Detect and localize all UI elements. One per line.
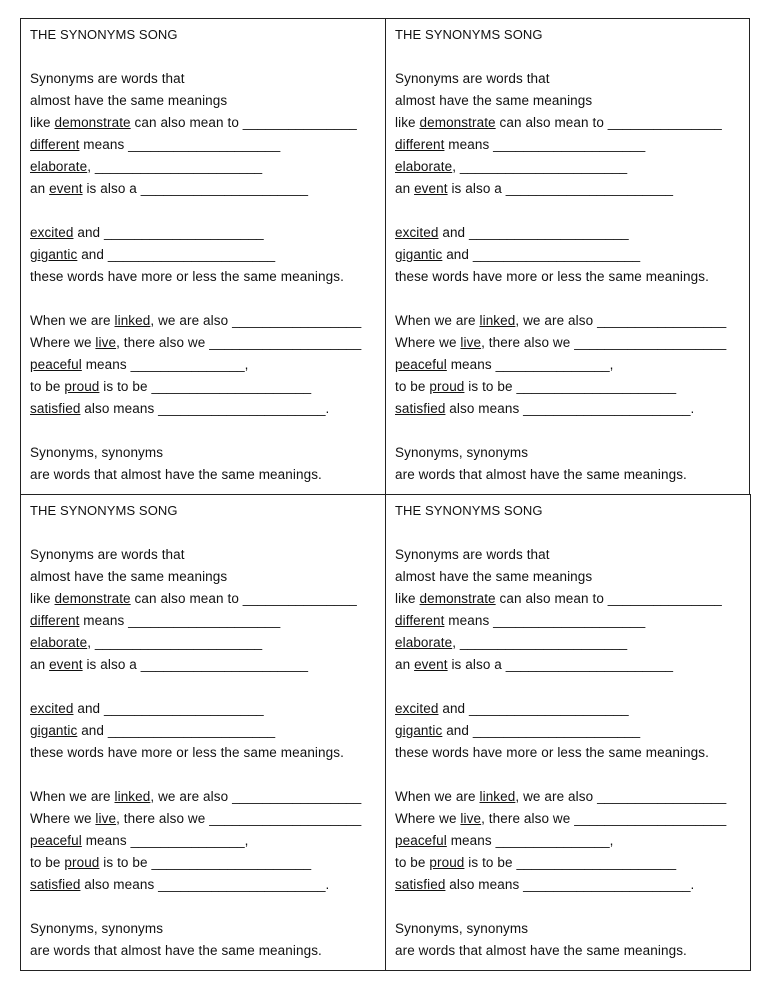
song-line (395, 244, 749, 266)
vocabulary-word: elaborate (395, 635, 453, 650)
line-text: an (30, 181, 50, 196)
line-text: Synonyms are words that (395, 71, 550, 86)
line-text: Synonyms, synonyms (30, 445, 164, 460)
vocabulary-word: demonstrate (54, 115, 131, 130)
line-text: When we are (30, 789, 115, 804)
vocabulary-word: satisfied (30, 401, 81, 416)
song-line (30, 398, 385, 420)
line-text: and _____________________ (73, 225, 264, 240)
song-line (30, 654, 385, 676)
blank-line (30, 764, 385, 786)
line-text: , there also we ____________________ (116, 811, 362, 826)
song-line (30, 156, 385, 178)
song-line (30, 940, 385, 962)
vocabulary-word: live (95, 335, 117, 350)
song-line (395, 918, 750, 940)
song-line (30, 588, 385, 610)
vocabulary-word: proud (64, 855, 100, 870)
blank-line (30, 522, 385, 544)
vocabulary-word: gigantic (395, 247, 443, 262)
song-line (30, 566, 385, 588)
song-line (395, 442, 749, 464)
vocabulary-word: different (395, 613, 445, 628)
vocabulary-word: linked (114, 313, 151, 328)
vocabulary-word: elaborate (30, 635, 88, 650)
song-line (30, 112, 385, 134)
song-line (395, 134, 749, 156)
song-title: THE SYNONYMS SONG (30, 503, 178, 518)
song-card (20, 18, 386, 495)
vocabulary-word: excited (395, 225, 439, 240)
line-text: like (395, 591, 420, 606)
line-text: , ______________________ (452, 635, 628, 650)
line-text: , there also we ____________________ (481, 811, 727, 826)
song-line (30, 310, 385, 332)
vocabulary-word: peaceful (30, 833, 82, 848)
song-line (395, 610, 750, 632)
vocabulary-word: different (395, 137, 445, 152)
line-text: , we are also _________________ (515, 313, 727, 328)
line-text: Synonyms, synonyms (395, 445, 529, 460)
vocabulary-word: satisfied (30, 877, 81, 892)
line-text: , there also we ____________________ (116, 335, 362, 350)
line-text: , we are also _________________ (150, 789, 362, 804)
song-card (385, 18, 750, 495)
line-text: these words have more or less the same meanings. (30, 269, 344, 284)
line-text: to be (395, 855, 430, 870)
song-line (395, 786, 750, 808)
line-text: Where we (30, 811, 96, 826)
line-text: are words that almost have the same meanings. (30, 467, 322, 482)
song-line (395, 178, 749, 200)
blank-line (395, 46, 749, 68)
song-line (395, 544, 750, 566)
blank-line (395, 420, 749, 442)
line-text: to be (30, 379, 65, 394)
vocabulary-word: different (30, 137, 80, 152)
line-text: can also mean to _______________ (495, 591, 722, 606)
vocabulary-word: satisfied (395, 401, 446, 416)
blank-line (395, 200, 749, 222)
vocabulary-word: proud (64, 379, 100, 394)
vocabulary-word: excited (395, 701, 439, 716)
line-text: and ______________________ (442, 723, 641, 738)
line-text: to be (30, 855, 65, 870)
song-line (395, 566, 750, 588)
line-text: are words that almost have the same meanings. (395, 467, 687, 482)
line-text: like (30, 591, 55, 606)
line-text: is to be _____________________ (464, 855, 677, 870)
song-line (395, 310, 749, 332)
line-text: Synonyms are words that (30, 547, 185, 562)
song-card (20, 494, 386, 971)
line-text: are words that almost have the same meanings. (30, 943, 322, 958)
song-line (395, 464, 749, 486)
song-line (395, 698, 750, 720)
vocabulary-word: elaborate (30, 159, 88, 174)
line-text: is also a ______________________ (82, 657, 309, 672)
line-text: Synonyms are words that (395, 547, 550, 562)
line-text: is also a ______________________ (447, 181, 674, 196)
line-text: also means ______________________. (80, 401, 330, 416)
line-text: When we are (395, 313, 480, 328)
line-text: an (30, 657, 50, 672)
song-line (395, 332, 749, 354)
song-line (30, 90, 385, 112)
song-line (395, 720, 750, 742)
song-line (395, 632, 750, 654)
line-text: can also mean to _______________ (130, 591, 357, 606)
line-text: , we are also _________________ (515, 789, 727, 804)
vocabulary-word: peaceful (395, 357, 447, 372)
vocabulary-word: demonstrate (54, 591, 131, 606)
blank-line (30, 420, 385, 442)
song-line (395, 354, 749, 376)
line-text: and _____________________ (438, 225, 629, 240)
song-line (395, 68, 749, 90)
song-line (395, 266, 749, 288)
blank-line (395, 764, 750, 786)
song-line (30, 874, 385, 896)
line-text: means ____________________ (444, 137, 646, 152)
song-line (30, 68, 385, 90)
vocabulary-word: proud (429, 379, 465, 394)
blank-line (395, 676, 750, 698)
blank-line (395, 288, 749, 310)
vocabulary-word: different (30, 613, 80, 628)
vocabulary-word: proud (429, 855, 465, 870)
line-text: Where we (395, 811, 461, 826)
line-text: and ______________________ (442, 247, 641, 262)
line-text: and _____________________ (438, 701, 629, 716)
line-text: is to be _____________________ (99, 379, 312, 394)
line-text: means ____________________ (444, 613, 646, 628)
line-text: When we are (30, 313, 115, 328)
song-line (395, 874, 750, 896)
song-line (30, 610, 385, 632)
line-text: and ______________________ (77, 247, 276, 262)
line-text: to be (395, 379, 430, 394)
line-text: , ______________________ (452, 159, 628, 174)
blank-line (30, 200, 385, 222)
vocabulary-word: live (460, 811, 482, 826)
line-text: an (395, 181, 415, 196)
vocabulary-word: excited (30, 225, 74, 240)
line-text: like (395, 115, 420, 130)
line-text: is also a ______________________ (82, 181, 309, 196)
song-line (30, 830, 385, 852)
line-text: , ______________________ (87, 159, 263, 174)
blank-line (30, 896, 385, 918)
line-text: are words that almost have the same meanings. (395, 943, 687, 958)
line-text: Where we (30, 335, 96, 350)
song-line (30, 178, 385, 200)
song-line (30, 244, 385, 266)
line-text: Synonyms, synonyms (395, 921, 529, 936)
line-text: means _______________, (81, 833, 249, 848)
vocabulary-word: linked (479, 313, 516, 328)
line-text: almost have the same meanings (30, 569, 228, 584)
song-line (395, 398, 749, 420)
song-line (30, 442, 385, 464)
worksheet (20, 18, 750, 970)
line-text: Where we (395, 335, 461, 350)
line-text: is to be _____________________ (464, 379, 677, 394)
blank-line (30, 676, 385, 698)
song-line (395, 940, 750, 962)
line-text: Synonyms, synonyms (30, 921, 164, 936)
song-line (30, 354, 385, 376)
song-line (30, 266, 385, 288)
song-line (395, 112, 749, 134)
song-line (395, 808, 750, 830)
song-line (395, 654, 750, 676)
song-line (30, 464, 385, 486)
song-line (30, 544, 385, 566)
line-text: can also mean to _______________ (130, 115, 357, 130)
vocabulary-word: event (49, 181, 83, 196)
line-text: also means ______________________. (445, 877, 695, 892)
vocabulary-word: satisfied (395, 877, 446, 892)
song-line (30, 632, 385, 654)
blank-line (30, 46, 385, 68)
line-text: means _______________, (81, 357, 249, 372)
line-text: an (395, 657, 415, 672)
vocabulary-word: live (95, 811, 117, 826)
line-text: means _______________, (446, 357, 614, 372)
line-text: like (30, 115, 55, 130)
song-line (395, 222, 749, 244)
vocabulary-word: linked (114, 789, 151, 804)
vocabulary-word: live (460, 335, 482, 350)
line-text: means _______________, (446, 833, 614, 848)
vocabulary-word: event (49, 657, 83, 672)
line-text: almost have the same meanings (395, 93, 593, 108)
line-text: can also mean to _______________ (495, 115, 722, 130)
blank-line (30, 288, 385, 310)
line-text: means ____________________ (79, 137, 281, 152)
song-line (395, 376, 749, 398)
song-card (385, 494, 751, 971)
line-text: , there also we ____________________ (481, 335, 727, 350)
blank-line (395, 522, 750, 544)
line-text: also means ______________________. (80, 877, 330, 892)
song-line (30, 852, 385, 874)
song-line (395, 156, 749, 178)
song-line (30, 376, 385, 398)
vocabulary-word: gigantic (30, 723, 78, 738)
song-line (30, 918, 385, 940)
song-title: THE SYNONYMS SONG (30, 27, 178, 42)
song-title: THE SYNONYMS SONG (395, 27, 543, 42)
song-title: THE SYNONYMS SONG (395, 503, 543, 518)
song-line (30, 332, 385, 354)
line-text: When we are (395, 789, 480, 804)
line-text: almost have the same meanings (395, 569, 593, 584)
line-text: Synonyms are words that (30, 71, 185, 86)
vocabulary-word: excited (30, 701, 74, 716)
line-text: these words have more or less the same meanings. (395, 745, 709, 760)
song-line (30, 808, 385, 830)
line-text: and _____________________ (73, 701, 264, 716)
song-line (30, 222, 385, 244)
line-text: , we are also _________________ (150, 313, 362, 328)
vocabulary-word: event (414, 657, 448, 672)
song-line (395, 830, 750, 852)
line-text: almost have the same meanings (30, 93, 228, 108)
vocabulary-word: peaceful (395, 833, 447, 848)
line-text: is to be _____________________ (99, 855, 312, 870)
line-text: is also a ______________________ (447, 657, 674, 672)
vocabulary-word: linked (479, 789, 516, 804)
line-text: these words have more or less the same meanings. (395, 269, 709, 284)
vocabulary-word: demonstrate (419, 115, 496, 130)
vocabulary-word: gigantic (30, 247, 78, 262)
song-line (395, 588, 750, 610)
song-line (30, 698, 385, 720)
line-text: these words have more or less the same meanings. (30, 745, 344, 760)
vocabulary-word: event (414, 181, 448, 196)
song-line (395, 852, 750, 874)
line-text: means ____________________ (79, 613, 281, 628)
line-text: also means ______________________. (445, 401, 695, 416)
song-line (30, 786, 385, 808)
song-line (395, 90, 749, 112)
vocabulary-word: elaborate (395, 159, 453, 174)
vocabulary-word: demonstrate (419, 591, 496, 606)
line-text: , ______________________ (87, 635, 263, 650)
vocabulary-word: peaceful (30, 357, 82, 372)
line-text: and ______________________ (77, 723, 276, 738)
song-line (30, 720, 385, 742)
blank-line (395, 896, 750, 918)
song-line (30, 742, 385, 764)
vocabulary-word: gigantic (395, 723, 443, 738)
song-line (395, 742, 750, 764)
song-line (30, 134, 385, 156)
